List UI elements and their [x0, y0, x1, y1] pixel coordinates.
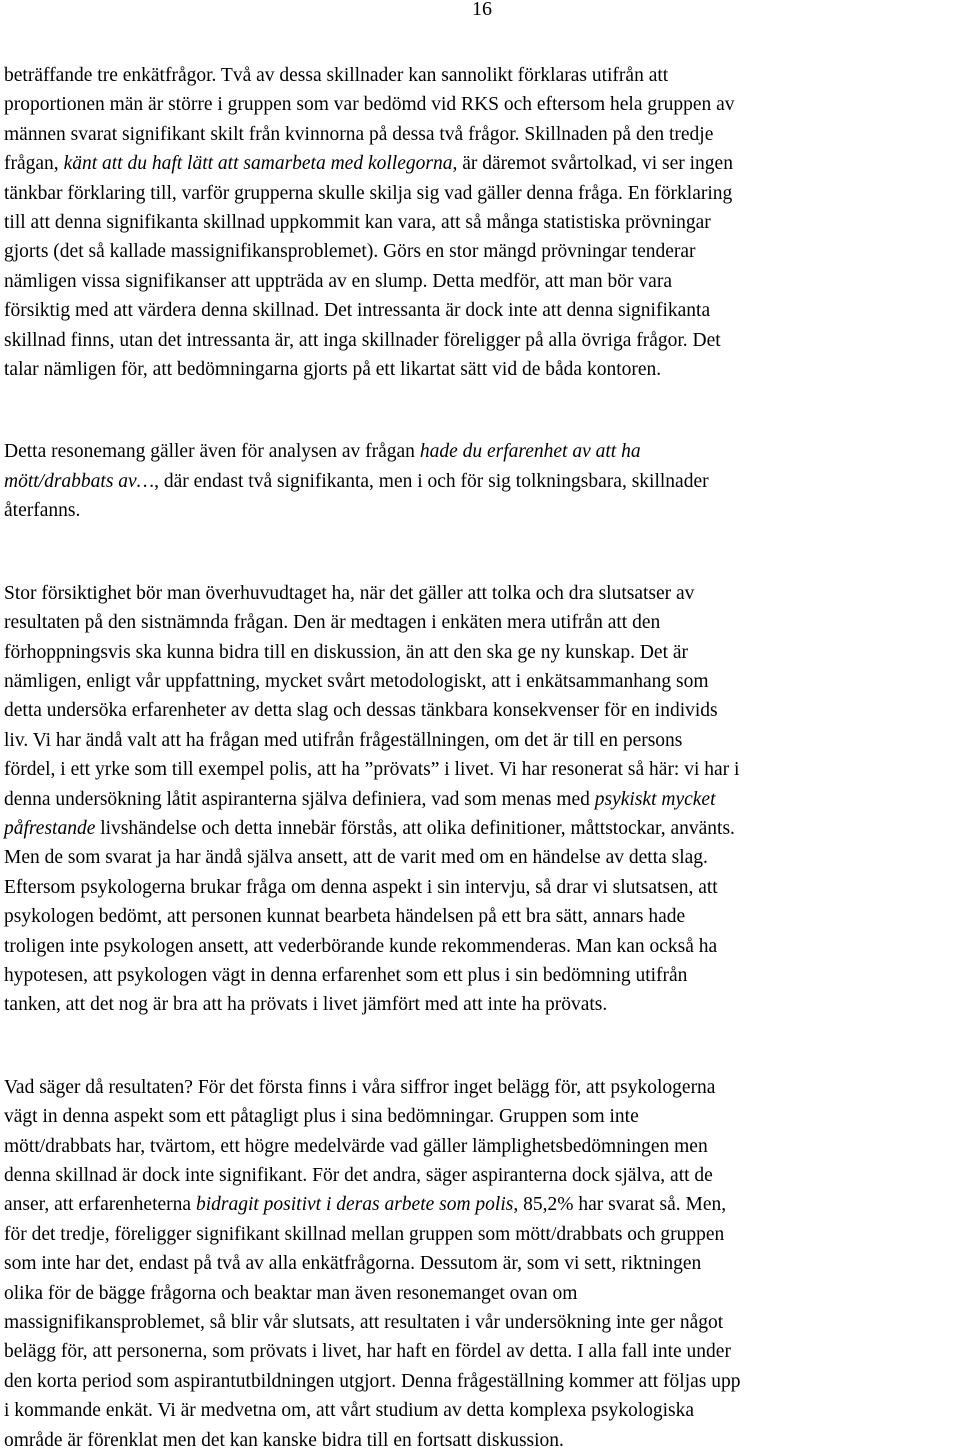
text-line [4, 1102, 960, 1131]
text-line [4, 843, 960, 872]
text-line [4, 1249, 960, 1278]
text-run: Stor försiktighet bör man överhuvudtaget ha, när det gäller att tolka och dra slutsatser av [4, 582, 695, 604]
text-run: förhoppningsvis ska kunna bidra till en diskussion, än att den ska ge ny kunskap. Det är [4, 641, 689, 663]
text-line [4, 437, 960, 466]
text-run: gjorts (det så kallade massignifikansproblemet). Görs en stor mängd prövningar tenderar [4, 241, 696, 263]
text-line [4, 961, 960, 990]
italic-text: hade du erfarenhet av att ha [419, 441, 641, 463]
text-run: denna skillnad är dock inte signifikant. För det andra, säger aspiranterna dock själva, att de [4, 1165, 713, 1186]
text-line [4, 149, 960, 178]
text-run: , 85,2% har svarat så. Men, [513, 1194, 727, 1216]
text-line [4, 237, 960, 266]
text-run: belägg för, att personerna, som prövats i livet, har haft en fördel av detta. I alla fall inte under [4, 1341, 731, 1363]
text-run: beträffande tre enkätfrågor. Två av dessa skillnader kan sannolikt förklaras utifrån att [4, 65, 669, 86]
text-run: område är förenklat men det kan kanske bidra till en fortsatt diskussion. [4, 1429, 564, 1451]
text-line [4, 785, 960, 814]
text-run: som inte har det, endast på två av alla enkätfrågorna. Dessutom är, som vi sett, riktningen [4, 1253, 702, 1275]
text-run: resultaten på den sistnämnda frågan. Den är medtagen i enkäten mera utifrån att den [4, 612, 661, 634]
text-line [4, 1337, 960, 1366]
text-line [4, 696, 960, 725]
text-line [4, 496, 960, 525]
text-run: tanken, att det nog är bra att ha prövats i livet jämfört med att inte ha prövats. [4, 994, 608, 1016]
text-line [4, 990, 960, 1019]
text-line [4, 355, 960, 384]
text-line [4, 1396, 960, 1425]
text-line [4, 1279, 960, 1308]
italic-text: mött/drabbats av… [4, 470, 155, 492]
text-line [4, 755, 960, 784]
text-run: männen svarat signifikant skilt från kvinnorna på dessa två frågor. Skillnaden på den tredje [4, 123, 714, 145]
text-run: frågan, [4, 153, 64, 175]
text-run: nämligen vissa signifikanser att uppträda av en slump. Detta medför, att man bör vara [4, 270, 672, 292]
text-run: olika för de bägge frågorna och beaktar man även resonemanget ovan om [4, 1282, 578, 1304]
italic-text: psykiskt mycket [594, 788, 716, 810]
text-run: hypotesen, att psykologen vägt in denna erfarenhet som ett plus i sin bedömning utifrån [4, 964, 688, 986]
text-run: Vad säger då resultaten? För det första finns i våra siffror inget belägg för, att psykologerna [4, 1076, 716, 1098]
text-line [4, 267, 960, 296]
italic-text: känt att du haft lätt att samarbeta med kollegorna [63, 153, 453, 175]
text-run: livshändelse och detta innebär förstås, att olika definitioner, måttstockar, använts. [95, 817, 735, 839]
text-run: Eftersom psykologerna brukar fråga om denna aspekt i sin intervju, så drar vi slutsatsen, att [4, 876, 718, 898]
paragraph-3 [4, 579, 960, 1020]
text-run: i kommande enkät. Vi är medvetna om, att vårt studium av detta komplexa psykologiska [4, 1400, 695, 1422]
text-run: , är däremot svårtolkad, vi ser ingen [452, 153, 733, 175]
text-run: den korta period som aspirantutbildningen utgjort. Denna frågeställning kommer att följas upp [4, 1370, 741, 1392]
text-run: nämligen, enligt vår uppfattning, mycket svårt metodologiskt, att i enkätsammanhang som [4, 670, 709, 692]
text-run: mött/drabbats har, tvärtom, ett högre medelvärde vad gäller lämplighetsbedömningen men [4, 1135, 708, 1157]
text-line [4, 1161, 960, 1190]
text-line [4, 179, 960, 208]
text-run: vägt in denna aspekt som ett påtagligt plus i sina bedömningar. Gruppen som inte [4, 1106, 639, 1128]
text-run: försiktig med att värdera denna skillnad. Det intressanta är dock inte att denna signifikanta [4, 300, 711, 322]
text-line [4, 579, 960, 608]
italic-text: påfrestande [4, 817, 96, 839]
document-body [4, 61, 960, 1455]
text-line [4, 296, 960, 325]
text-run: , där endast två signifikanta, men i och för sig tolkningsbara, skillnader [154, 470, 709, 492]
text-run: anser, att erfarenheterna [4, 1194, 196, 1216]
text-run: för det tredje, föreligger signifikant skillnad mellan gruppen som mött/drabbats och gruppen [4, 1223, 725, 1245]
text-line [4, 1367, 960, 1396]
text-line [4, 638, 960, 667]
text-line [4, 467, 960, 496]
text-line [4, 1132, 960, 1161]
text-line [4, 1073, 960, 1102]
text-line [4, 1220, 960, 1249]
paragraph-2 [4, 437, 960, 525]
text-line [4, 326, 960, 355]
paragraph-4 [4, 1073, 960, 1455]
text-line [4, 1308, 960, 1337]
text-run: återfanns. [4, 500, 81, 522]
paragraph-1 [4, 61, 960, 384]
text-run: skillnad finns, utan det intressanta är, att inga skillnader föreligger på alla övriga frågor. Det [4, 329, 721, 351]
text-line [4, 726, 960, 755]
text-run: tänkbar förklaring till, varför grupperna skulle skilja sig vad gäller denna fråga. En förklaring [4, 182, 733, 204]
text-line [4, 1190, 960, 1219]
text-line [4, 208, 960, 237]
text-line [4, 667, 960, 696]
text-run: till att denna signifikanta skillnad uppkommit kan vara, att så många statistiska prövningar [4, 212, 711, 234]
text-line [4, 90, 960, 119]
text-run: talar nämligen för, att bedömningarna gjorts på ett likartat sätt vid de båda kontoren. [4, 359, 662, 381]
italic-text: bidragit positivt i deras arbete som polis [195, 1194, 514, 1216]
text-run: denna undersökning låtit aspiranterna själva definiera, vad som menas med [4, 788, 595, 810]
text-line [4, 608, 960, 637]
text-run: troligen inte psykologen ansett, att vederbörande kunde rekommenderas. Man kan också ha [4, 935, 718, 957]
text-line [4, 932, 960, 961]
text-line [4, 120, 960, 149]
text-run: massignifikansproblemet, så blir vår slutsats, att resultaten i vår undersökning inte ger något [4, 1312, 724, 1334]
page-number: 16 [472, 0, 492, 20]
text-run: psykologen bedömt, att personen kunnat bearbeta händelsen på ett bra sätt, annars hade [4, 906, 686, 928]
text-run: Men de som svarat ja har ändå själva ansett, att de varit med om en händelse av detta slag. [4, 847, 708, 869]
text-line [4, 814, 960, 843]
text-line [4, 1426, 960, 1455]
text-line [4, 873, 960, 902]
text-run: detta undersöka erfarenheter av detta slag och dessas tänkbara konsekvenser för en individs [4, 700, 718, 722]
text-run: fördel, i ett yrke som till exempel polis, att ha ”prövats” i livet. Vi har resonerat så här: vi har i [4, 759, 740, 781]
text-run: proportionen män är större i gruppen som var bedömd vid RKS och eftersom hela gruppen av [4, 94, 735, 116]
text-run: liv. Vi har ändå valt att ha frågan med utifrån frågeställningen, om det är till en persons [4, 729, 683, 751]
text-line [4, 902, 960, 931]
text-line [4, 61, 960, 90]
text-run: Detta resonemang gäller även för analysen av frågan [4, 441, 420, 463]
